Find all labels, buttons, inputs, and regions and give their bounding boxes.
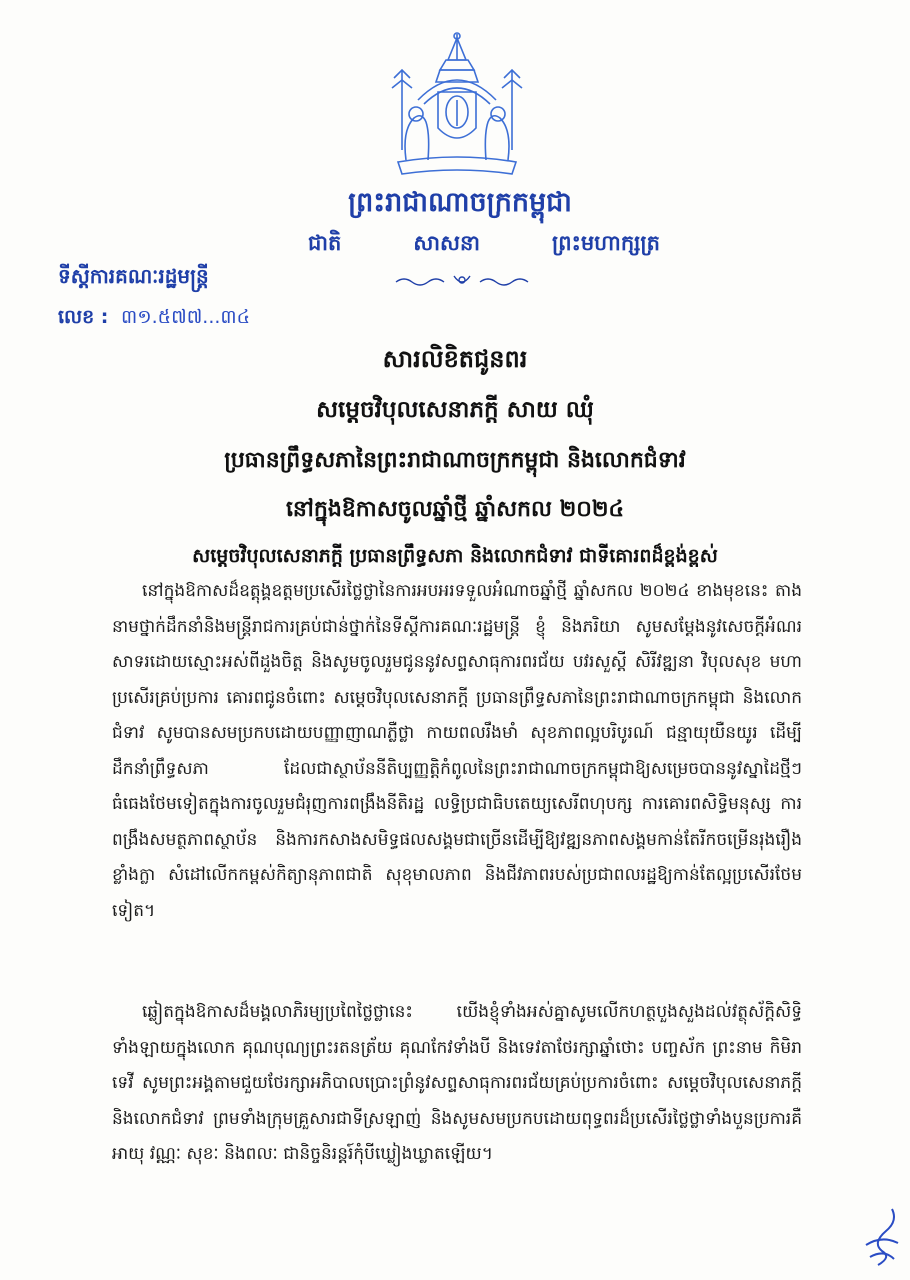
office-of-council-of-ministers: ទីស្ដីការគណៈរដ្ឋមន្ត្រី — [58, 264, 209, 288]
body-paragraph-2: ឆ្លៀតក្នុងឱកាសដ៏មង្គលាភិរម្យប្រពៃថ្លៃថ្លានេះ យើងខ្ញុំទាំងអស់គ្នាសូមលើកហត្ថបួងសួងដល់វត្ថុស័ក្ដិសិទ្ធិទាំងឡាយក្នុងលោក គុណបុណ្យព្រះរតនត្រ័យ គុណកែវទាំងបី និងទេវតាថែរក្សាឆ្នាំថោះ បញ្ចស័ក ព្រះនាម កិមិរាទេវី សូមព្រះអង្គតាមជួយថែរក្សាអភិបាលប្រោះព្រំនូវសព្ទសាធុការពរជ័យគ្រប់ប្រការចំពោះ សម្ដេចវិបុលសេនាភក្ដី និងលោកជំទាវ ព្រមទាំងក្រុមគ្រួសារជាទីស្រឡាញ់ និងសូមសមប្រកបដោយពុទ្ធពរដ៏ប្រសើរថ្លៃថ្លាទាំងបួនប្រការគឺ អាយុ វណ្ណៈ សុខៈ និងពលៈ ជានិច្ចនិរន្តរ៍កុំបីឃ្លៀងឃ្លាតឡើយ។ — [112, 1002, 802, 1164]
national-motto — [280, 230, 660, 261]
letter-title: សារលិខិតជូនពរ — [382, 345, 528, 373]
motto-king: ព្រះមហាក្សត្រ — [552, 231, 660, 255]
occasion-line: នៅក្នុងឱកាសចូលឆ្នាំថ្មី ឆ្នាំសកល ២០២៤ — [285, 497, 625, 522]
kingdom-name: ព្រះរាជាណាចក្រកម្ពុជា — [348, 187, 572, 218]
royal-arms-emblem-icon — [388, 30, 526, 180]
reference-number — [58, 305, 250, 333]
motto-nation: ជាតិ — [308, 231, 342, 255]
motto-religion: សាសនា — [413, 231, 480, 255]
handwritten-signature-icon — [858, 1205, 906, 1273]
reference-label: លេខ : — [58, 306, 109, 328]
recipient-position: ប្រធានព្រឹទ្ធសភានៃព្រះរាជាណាចក្រកម្ពុជា និងលោកជំទាវ — [224, 448, 686, 473]
recipient-name: សម្ដេចវិបុលសេនាភក្ដី សាយ ឈុំ — [316, 397, 594, 423]
salutation: សម្ដេចវិបុលសេនាភក្ដី ប្រធានព្រឹទ្ធសភា និងលោកជំទាវ ជាទីគោរពដ៏ខ្ពង់ខ្ពស់ — [192, 545, 718, 567]
reference-value: ៣១.៥៧៧...៣៤ — [121, 306, 251, 328]
ornament-divider-icon — [392, 270, 532, 292]
body-paragraph-1: នៅក្នុងឱកាសដ៏ឧត្ដុង្គឧត្ដមប្រសើរថ្លៃថ្លានៃការអបអរទទួលអំណាចឆ្នាំថ្មី ឆ្នាំសកល ២០២៤ ខាងមុខនេះ តាងនាមថ្នាក់ដឹកនាំនិងមន្ត្រីរាជការគ្រប់ជាន់ថ្នាក់នៃទីស្ដីការគណៈរដ្ឋមន្ត្រី ខ្ញុំ និងភរិយា សូមសម្ដែងនូវសេចក្ដីអំណរសាទរដោយស្មោះអស់ពីដួងចិត្ត និងសូមចូលរួមជូននូវសព្ទសាធុការពរជ័យ បវរសួស្ដី សិរីវឌ្ឍនា វិបុលសុខ មហាប្រសើរគ្រប់ប្រការ គោរពជូនចំពោះ សម្ដេចវិបុលសេនាភក្ដី ប្រធានព្រឹទ្ធសភានៃព្រះរាជាណាចក្រកម្ពុជា និងលោកជំទាវ សូមបានសមប្រកបដោយបញ្ញាញាណភ្លឺថ្លា កាយពលរឹងមាំ សុខភាពល្អបរិបូរណ៍ ជន្មាយុយឺនយូរ ដើម្បីដឹកនាំព្រឹទ្ធសភា ដែលជាស្ថាប័ននីតិប្បញ្ញត្តិកំពូលនៃព្រះរាជាណាចក្រកម្ពុជាឱ្យសម្រេចបាននូវស្នាដៃថ្មីៗ ធំធេងថែមទៀតក្នុងការចូលរួមជំរុញការពង្រឹងនីតិរដ្ឋ លទ្ធិប្រជាធិបតេយ្យសេរីពហុបក្ស ការគោរពសិទ្ធិមនុស្ស ការពង្រឹងសមត្ថភាពស្ថាប័ន និងការកសាងសមិទ្ធផលសង្គមជាច្រើនដើម្បីឱ្យវឌ្ឍនភាពសង្គមកាន់តែរីកចម្រើនរុងរឿងខ្លាំងក្លា សំដៅលើកកម្ពស់កិត្យានុភាពជាតិ សុខុមាលភាព និងជីវភាពរបស់ប្រជាពលរដ្ឋឱ្យកាន់តែល្អប្រសើរថែមទៀត។ — [112, 581, 802, 921]
